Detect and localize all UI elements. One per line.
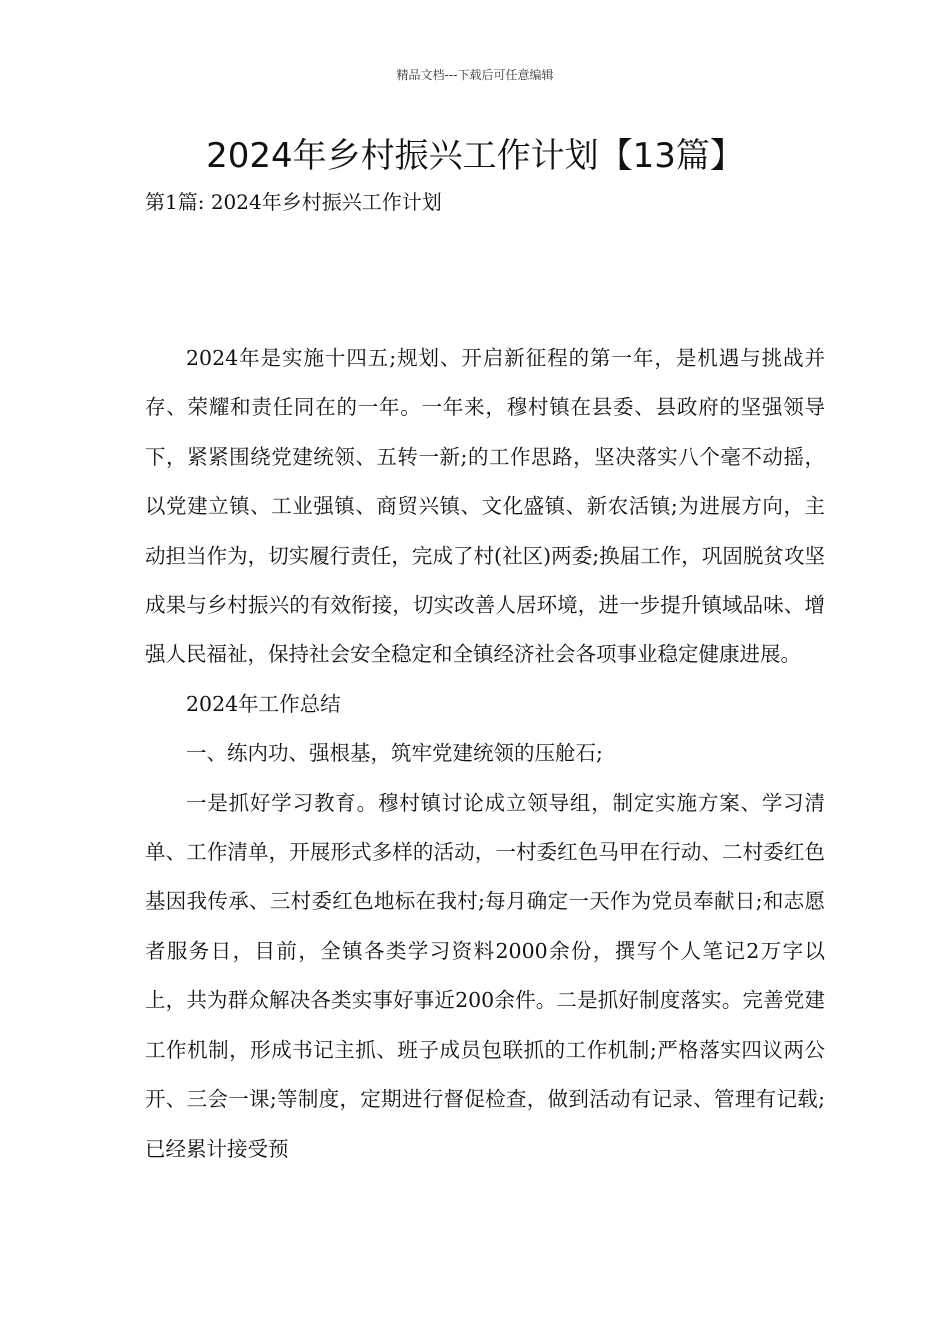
paragraph: 2024年工作总结 bbox=[186, 691, 341, 716]
paragraph: 一、练内功、强根基，筑牢党建统领的压舱石; bbox=[186, 741, 603, 766]
paragraph: 2024年是实施十四五;规划、开启新征程的第一年，是机遇与挑战并存、荣耀和责任同在的一年。一年来，穆村镇在县委、县政府的坚强领导下，紧紧围绕党建统领、五转一新;的工作思路，坚决落实八个毫不动摇，以党建立镇、工业强镇、商贸兴镇、文化盛镇、新农活镇;为进展方向，主动担当作为，切实履行责任，完成了村(社区)两委;换届工作，巩固脱贫攻坚成果与乡村振兴的有效衔接，切实改善人居环境，进一步提升镇域品味、增强人民福祉，保持社会安全稳定和全镇经济社会各项事业稳定健康进展。 bbox=[145, 346, 825, 667]
header-note: 精品文档---下载后可任意编辑 bbox=[396, 68, 554, 82]
document-title: 2024年乡村振兴工作计划【13篇】 bbox=[206, 136, 744, 176]
document-body bbox=[145, 334, 825, 1174]
paragraph: 一是抓好学习教育。穆村镇讨论成立领导组，制定实施方案、学习清单、工作清单，开展形式多样的活动，一村委红色马甲在行动、二村委红色基因我传承、三村委红色地标在我村;每月确定一天作为党员奉献日;和志愿者服务日，目前，全镇各类学习资料2000余份，撰写个人笔记2万字以上，共为群众解决各类实事好事近200余件。二是抓好制度落实。完善党建工作机制，形成书记主抓、班子成员包联抓的工作机制;严格落实四议两公开、三会一课;等制度，定期进行督促检查，做到活动有记录、管理有记载;已经累计接受预 bbox=[145, 790, 825, 1161]
document-subtitle: 第1篇: 2024年乡村振兴工作计划 bbox=[145, 190, 442, 214]
